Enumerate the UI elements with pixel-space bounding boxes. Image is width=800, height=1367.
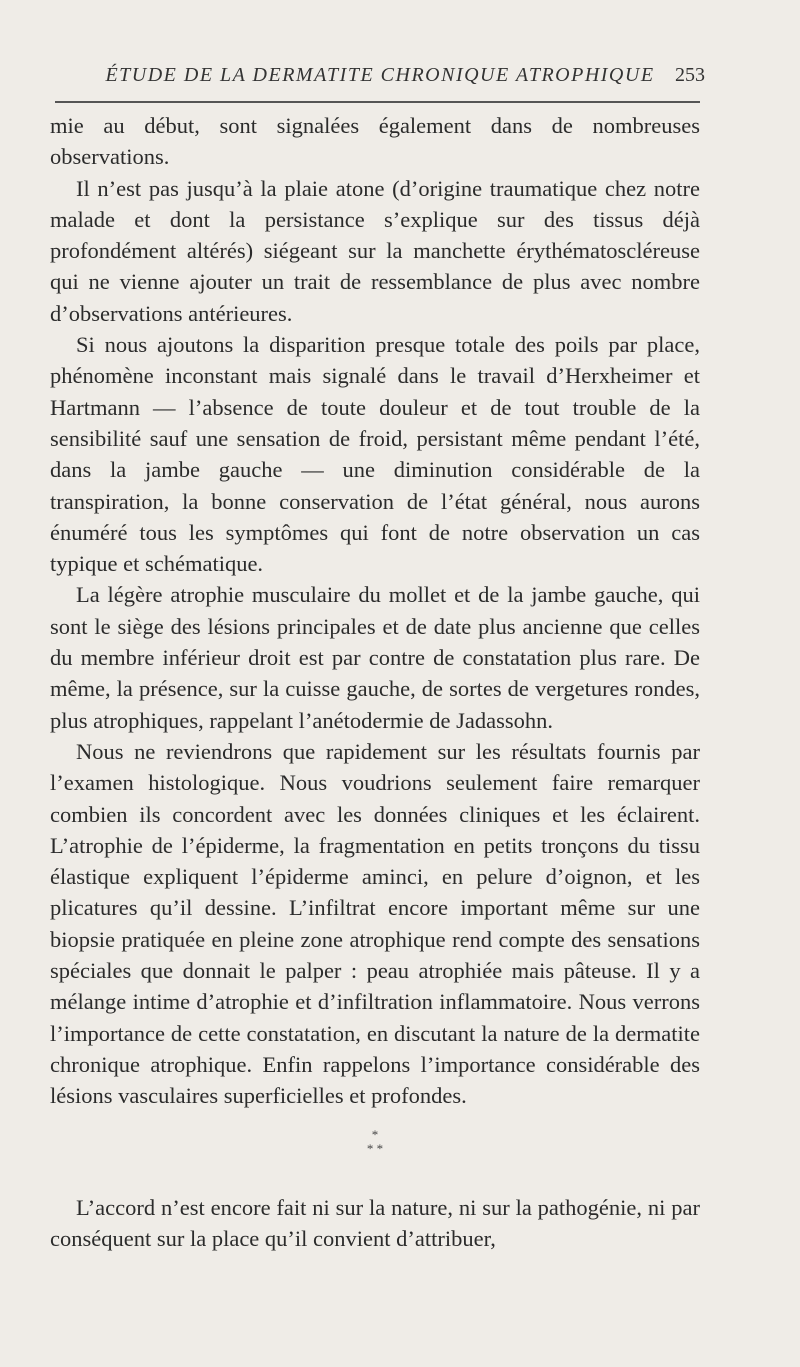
running-head <box>55 60 705 90</box>
main-text <box>50 110 700 1112</box>
asterism-top: * <box>371 1127 379 1142</box>
paragraph: Il n’est pas jusqu’à la plaie atone (d’origine traumatique chez notre malade et dont la persistance s’explique sur des tissus déjà profondément altérés) siégeant sur la manchette érythématoscléreuse qui ne vienne ajouter un trait de ressemblance de plus avec nombre d’observations antérieures. <box>50 175 700 326</box>
paragraph: Si nous ajoutons la disparition presque totale des poils par place, phénomène inconstant mais signalé dans le travail d’Herxheimer et Hartmann — l’absence de toute douleur et de tout trouble de la sensibilité sauf une sensation de froid, persistant même pendant l’été, dans la jambe gauche — une diminution considérable de la transpiration, la bonne conservation de l’état général, nous aurons énuméré tous les symptômes qui font de notre observation un cas typique et schématique. <box>50 332 700 577</box>
header-rule <box>55 101 700 103</box>
closing-text <box>50 1192 700 1255</box>
running-title: ÉTUDE DE LA DERMATITE CHRONIQUE ATROPHIQUE <box>105 64 655 86</box>
paragraph: Nous ne reviendrons que rapidement sur les résultats fournis par l’examen histologique. Nous voudrions seulement faire remarquer combien ils concordent avec les données cliniques et les éclairent. L’atrophie de l’épiderme, la fragmentation en petits tronçons du tissu élastique expliquent l’épiderme aminci, en pelure d’oignon, et les plicatures qu’il dessine. L’infiltrat encore important même sur une biopsie pratiquée en pleine zone atrophique rend compte des sensations spéciales que donnait le palper : peau atrophiée mais pâteuse. Il y a mélange intime d’atrophie et d’infiltration inflammatoire. Nous verrons l’importance de cette constatation, en discutant la nature de la dermatite chronique atrophique. Enfin rappelons l’importance considérable des lésions vasculaires superficielles et profondes. <box>50 738 700 1109</box>
paragraph: L’accord n’est encore fait ni sur la nature, ni sur la pathogénie, ni par conséquent sur la place qu’il convient d’attribuer, <box>50 1195 700 1252</box>
asterism-bottom: * * <box>366 1141 384 1156</box>
paragraph-continuation: mie au début, sont signalées également dans de nombreuses observations. <box>50 113 700 170</box>
page-number: 253 <box>675 64 705 86</box>
paragraph: La légère atrophie musculaire du mollet et de la jambe gauche, qui sont le siège des lésions principales et de date plus ancienne que celles du membre inférieur droit est par contre de constatation plus rare. De même, la présence, sur la cuisse gauche, de sortes de vergetures rondes, plus atrophiques, rappelant l’anétodermie de Jadassohn. <box>50 582 700 733</box>
section-asterism <box>340 1128 410 1168</box>
